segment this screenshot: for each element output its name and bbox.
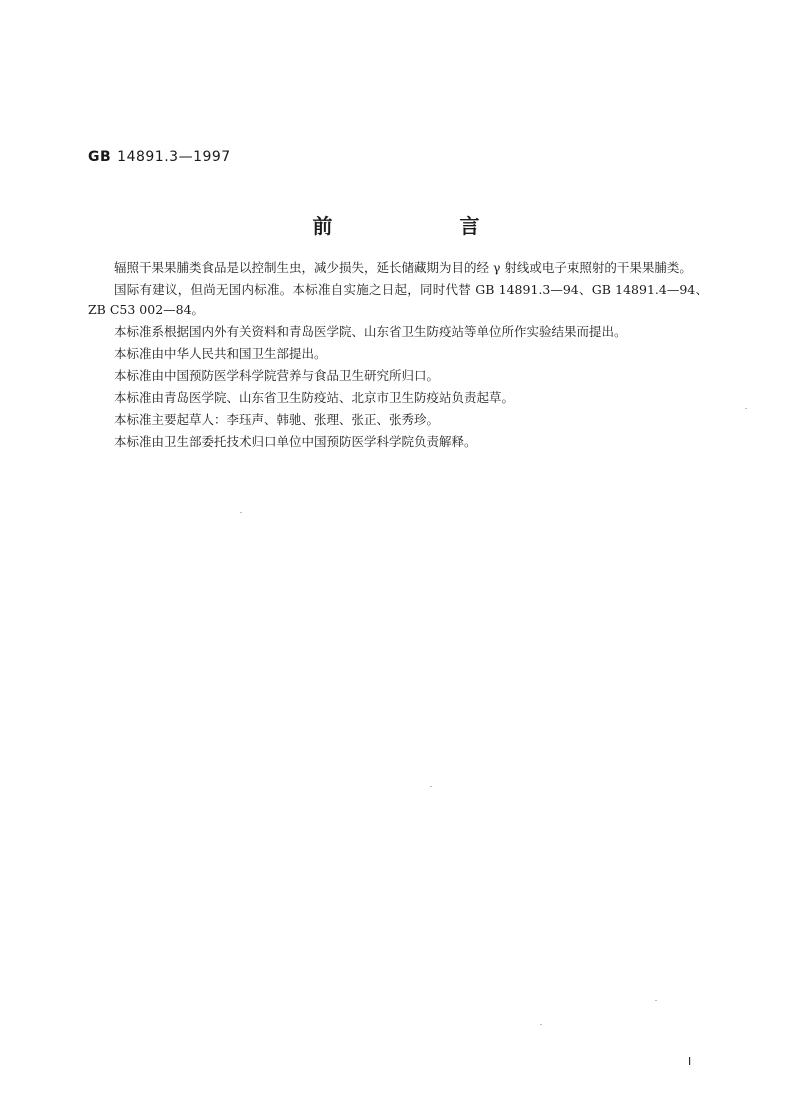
scan-speck	[240, 512, 242, 513]
foreword-paragraph-1: 辐照干果果脯类食品是以控制生虫，减少损失，延长储藏期为目的经 γ 射线或电子束照射的干果果脯类。	[114, 260, 692, 275]
scan-speck	[430, 786, 432, 787]
foreword-paragraph-8: 本标准由卫生部委托技术归口单位中国预防医学科学院负责解释。	[114, 434, 477, 449]
foreword-paragraph-2: 国际有建议，但尚无国内标准。本标准自实施之日起，同时代替 GB 14891.3—94、GB 14891.4—94、ZB C53 002—84。	[88, 282, 708, 317]
foreword-paragraph-7: 本标准主要起草人：李珏声、韩驰、张理、张正、张秀珍。	[114, 412, 440, 427]
scan-speck	[540, 1024, 542, 1025]
foreword-paragraph-5: 本标准由中国预防医学科学院营养与食品卫生研究所归口。	[114, 368, 440, 383]
foreword-paragraph-4: 本标准由中华人民共和国卫生部提出。	[114, 346, 327, 361]
standard-code-prefix: GB	[88, 149, 112, 165]
foreword-paragraph-3: 本标准系根据国内外有关资料和青岛医学院、山东省卫生防疫站等单位所作实验结果而提出。	[114, 324, 627, 339]
page-title: 前 言	[312, 214, 540, 238]
standard-code-number: 14891.3—1997	[117, 149, 231, 165]
standard-code	[88, 149, 231, 165]
foreword-body	[88, 258, 708, 454]
scan-speck	[745, 408, 747, 409]
scan-speck	[655, 1000, 657, 1001]
page-number: I	[688, 1055, 692, 1068]
foreword-paragraph-6: 本标准由青岛医学院、山东省卫生防疫站、北京市卫生防疫站负责起草。	[114, 390, 515, 405]
